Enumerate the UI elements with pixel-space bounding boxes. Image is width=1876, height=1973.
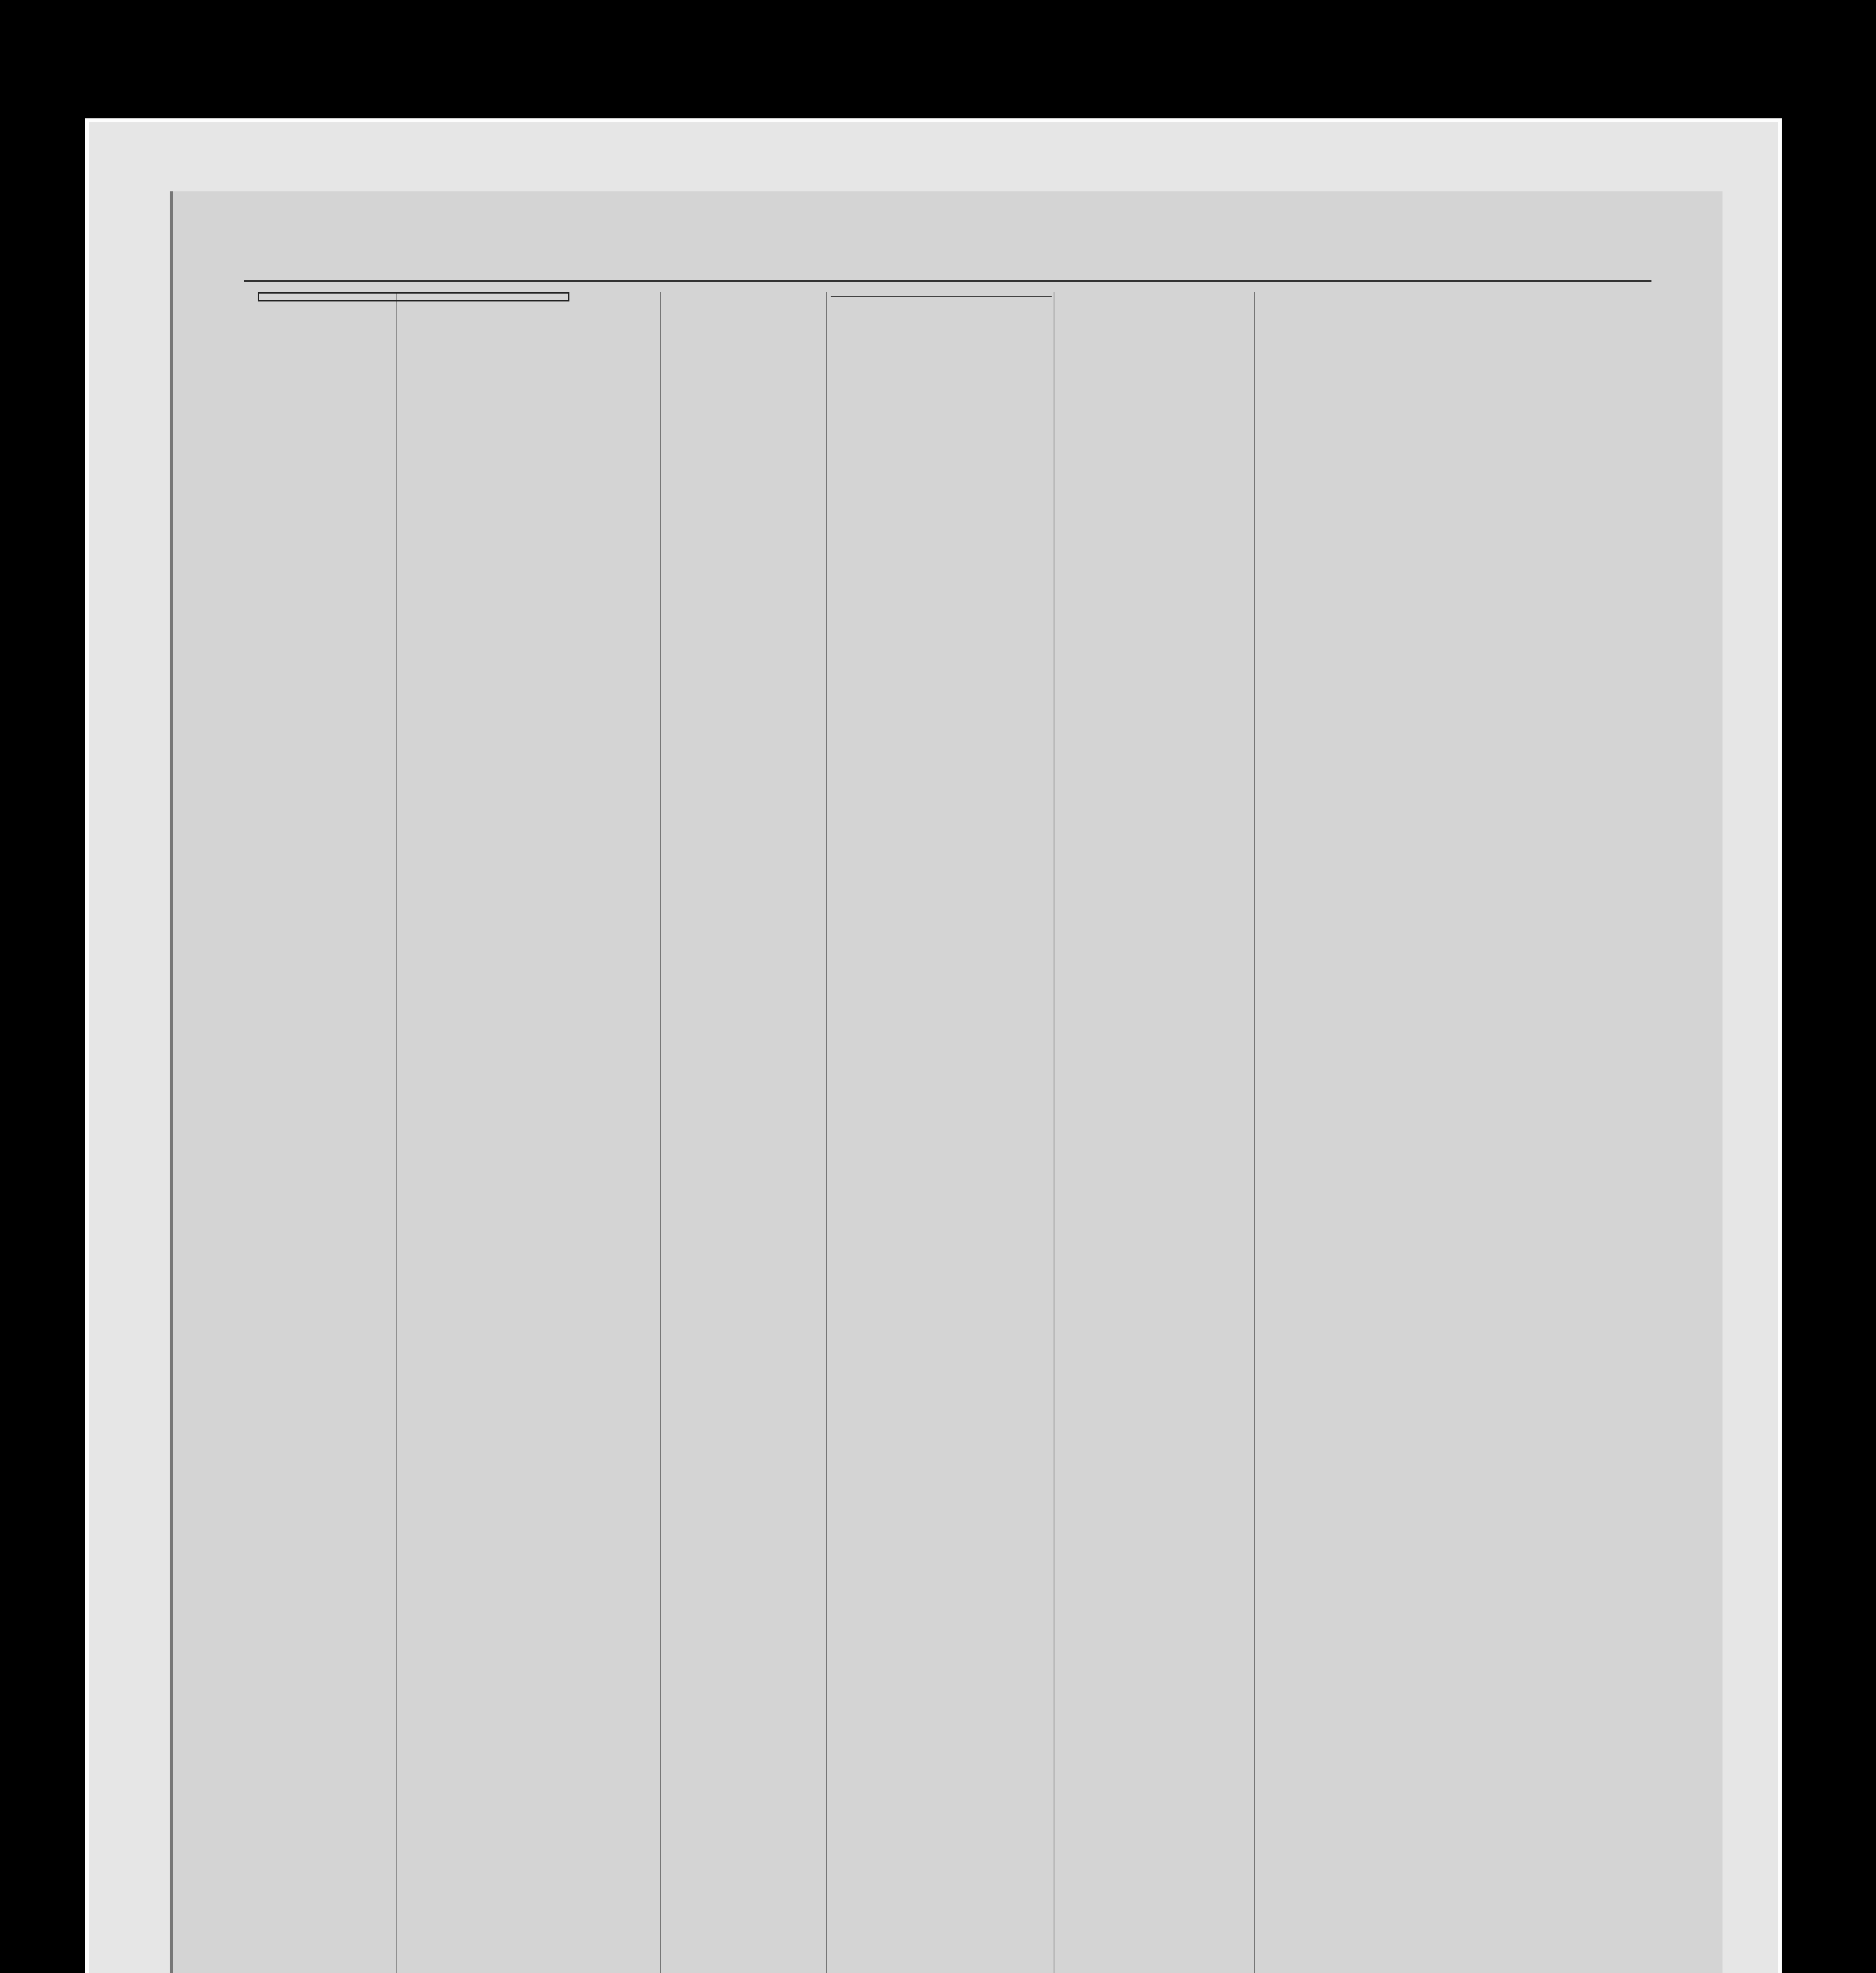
fine-print-ad — [831, 296, 1052, 299]
column-4 — [1058, 292, 1251, 1973]
column-3 — [831, 292, 1052, 1973]
column-2 — [572, 292, 825, 1973]
header-rule — [244, 280, 1651, 282]
column-divider — [1254, 292, 1255, 1973]
running-head — [173, 262, 1722, 282]
column-divider — [826, 292, 827, 1973]
